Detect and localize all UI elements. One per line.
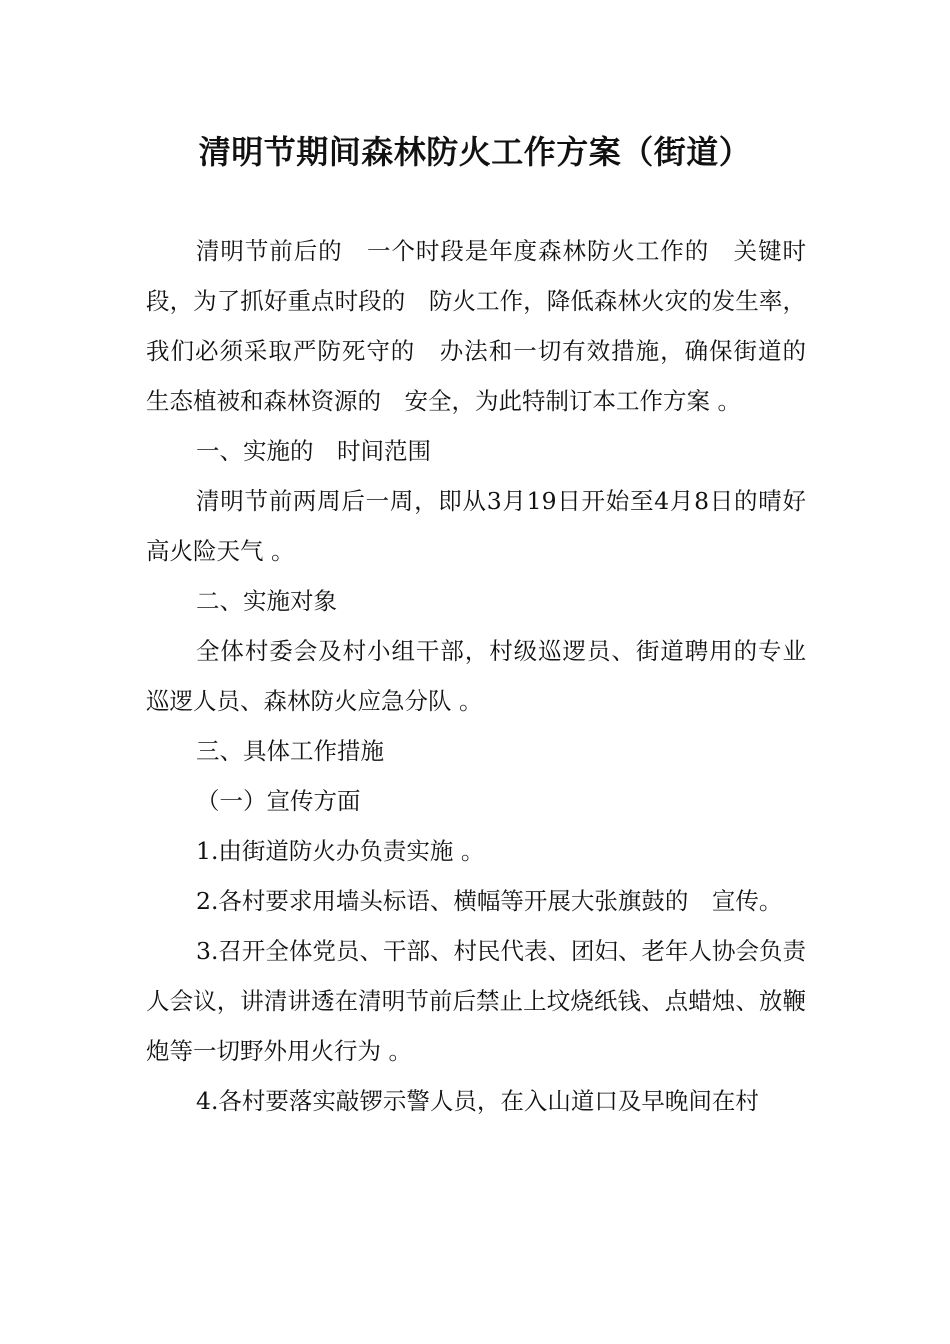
subsection-heading-publicity: （一）宣传方面 bbox=[196, 787, 361, 815]
list-item-2: 2.各村要求用墙头标语、横幅等开展大张旗鼓的 宣传。 bbox=[196, 887, 783, 915]
section-heading-time-range: 一、实施的 时间范围 bbox=[196, 437, 431, 465]
document-body bbox=[146, 226, 830, 1126]
targets-paragraph: 全体村委会及村小组干部，村级巡逻员、街道聘用的专业巡逻人员、森林防火应急分队 。 bbox=[146, 637, 806, 715]
list-item-3: 3.召开全体党员、干部、村民代表、团妇、老年人协会负责人会议，讲清讲透在清明节前后禁止上坟烧纸钱、点蜡烛、放鞭炮等一切野外用火行为 。 bbox=[146, 937, 806, 1065]
intro-paragraph: 清明节前后的 一个时段是年度森林防火工作的 关键时段，为了抓好重点时段的 防火工作，降低森林火灾的发生率，我们必须采取严防死守的 办法和一切有效措施，确保街道的 生态植被和森林资源的 安全，为此特制订本工作方案 。 bbox=[146, 237, 830, 415]
section-heading-targets: 二、实施对象 bbox=[196, 587, 337, 615]
list-item-1: 1.由街道防火办负责实施 。 bbox=[196, 837, 485, 865]
section-heading-measures: 三、具体工作措施 bbox=[196, 737, 384, 765]
time-range-paragraph: 清明节前两周后一周，即从3月19日开始至4月8日的晴好高火险天气 。 bbox=[146, 487, 806, 565]
list-item-4: 4.各村要落实敲锣示警人员，在入山道口及早晚间在村 bbox=[196, 1087, 759, 1115]
document-title: 清明节期间森林防火工作方案（街道） bbox=[198, 133, 752, 171]
